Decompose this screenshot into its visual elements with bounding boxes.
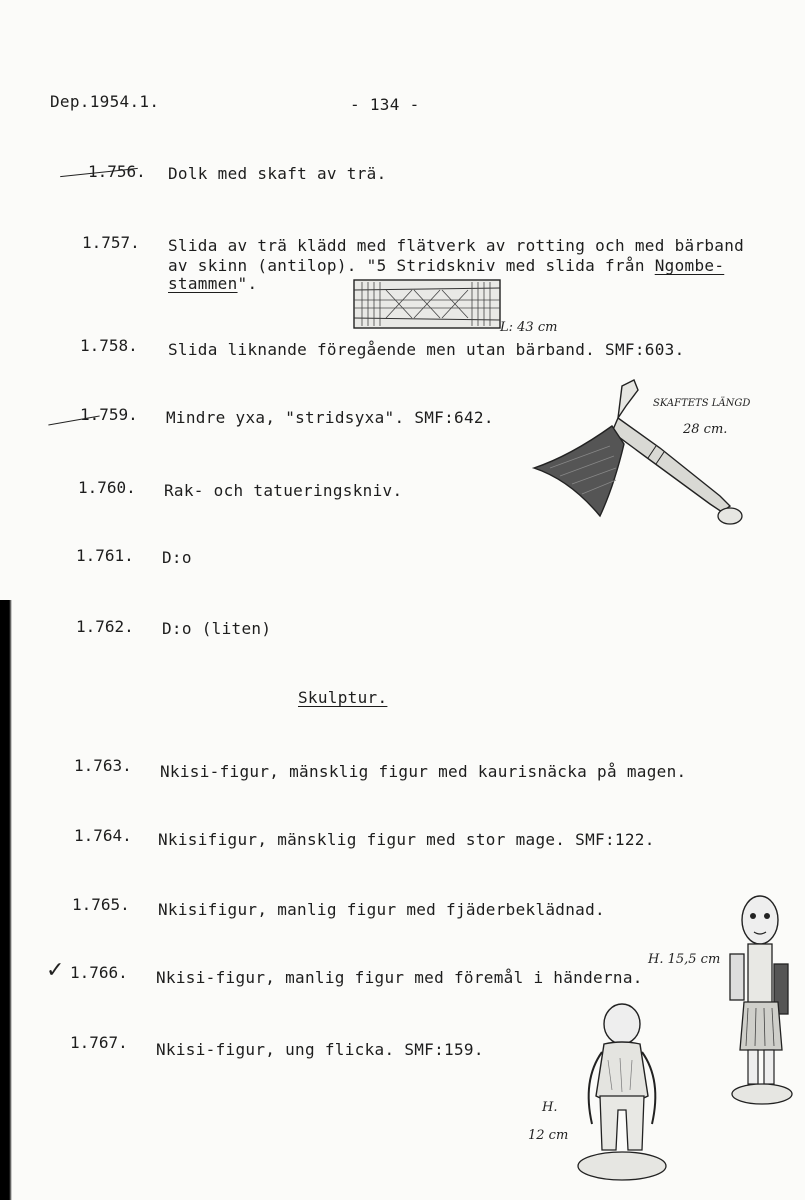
entry-text-1761: D:o [162,548,192,567]
entry-text-1758: Slida liknande föregående men utan bärband. SMF:603. [168,340,685,359]
figure-1767-size-value: 12 cm [528,1128,569,1143]
scabbard-sketch [352,276,507,336]
entry-number-1758: 1.758. [80,336,138,355]
axe-length-label: SKAFTETS LÄNGD [653,398,751,409]
entry-number-1762: 1.762. [76,617,134,636]
entry-number-1763: 1.763. [74,756,132,775]
entry-text-1765: Nkisifigur, manlig figur med fjäderbeklädnad. [158,900,605,919]
entry-text-1767: Nkisi-figur, ung flicka. SMF:159. [156,1040,484,1059]
entry-number-1759: 1.759. [80,405,138,424]
entry-number-1765: 1.765. [72,895,130,914]
entry-text-1759: Mindre yxa, "stridsyxa". SMF:642. [166,408,494,427]
checkmark-icon: ✓ [46,958,65,983]
entry-number-1766: 1.766. [70,963,128,982]
entry-text-1766: Nkisi-figur, manlig figur med föremål i händerna. [156,968,643,987]
section-heading: Skulptur. [298,688,388,707]
entry-text-1756: Dolk med skaft av trä. [168,164,387,183]
entry-text-1760: Rak- och tatueringskniv. [164,481,403,500]
entry-text-1757-line1: Slida av trä klädd med flätverk av rotting och med bärband [168,236,745,255]
entry-text-1764: Nkisifigur, mänsklig figur med stor mage. SMF:122. [158,830,655,849]
entry-number-1756: 1.756. [88,162,146,181]
entry-number-1761: 1.761. [76,546,134,565]
document-reference: Dep.1954.1. [50,92,160,111]
entry-text-1757-line3: stammen". [168,274,258,293]
figure-1766-size-annotation: H. 15,5 cm [648,952,721,967]
entry-number-1757: 1.757. [82,233,140,252]
axe-length-value: 28 cm. [683,422,728,437]
entry-number-1764: 1.764. [74,826,132,845]
figure-1767-size-label: H. [542,1100,558,1115]
page-number: - 134 - [350,95,420,114]
figure-1766-sketch [720,890,800,1120]
entry-number-1767: 1.767. [70,1033,128,1052]
scabbard-length-annotation: L: 43 cm [500,320,558,335]
entry-text-1762: D:o (liten) [162,619,272,638]
entry-text-1763: Nkisi-figur, mänsklig figur med kaurisnäcka på magen. [160,762,687,781]
entry-text-1757-line2: av skinn (antilop). "5 Stridskniv med slida från Ngombe- [168,256,725,275]
figure-1767-sketch [572,1000,672,1190]
entry-number-1760: 1.760. [78,478,136,497]
scan-edge-shadow [0,600,12,1200]
